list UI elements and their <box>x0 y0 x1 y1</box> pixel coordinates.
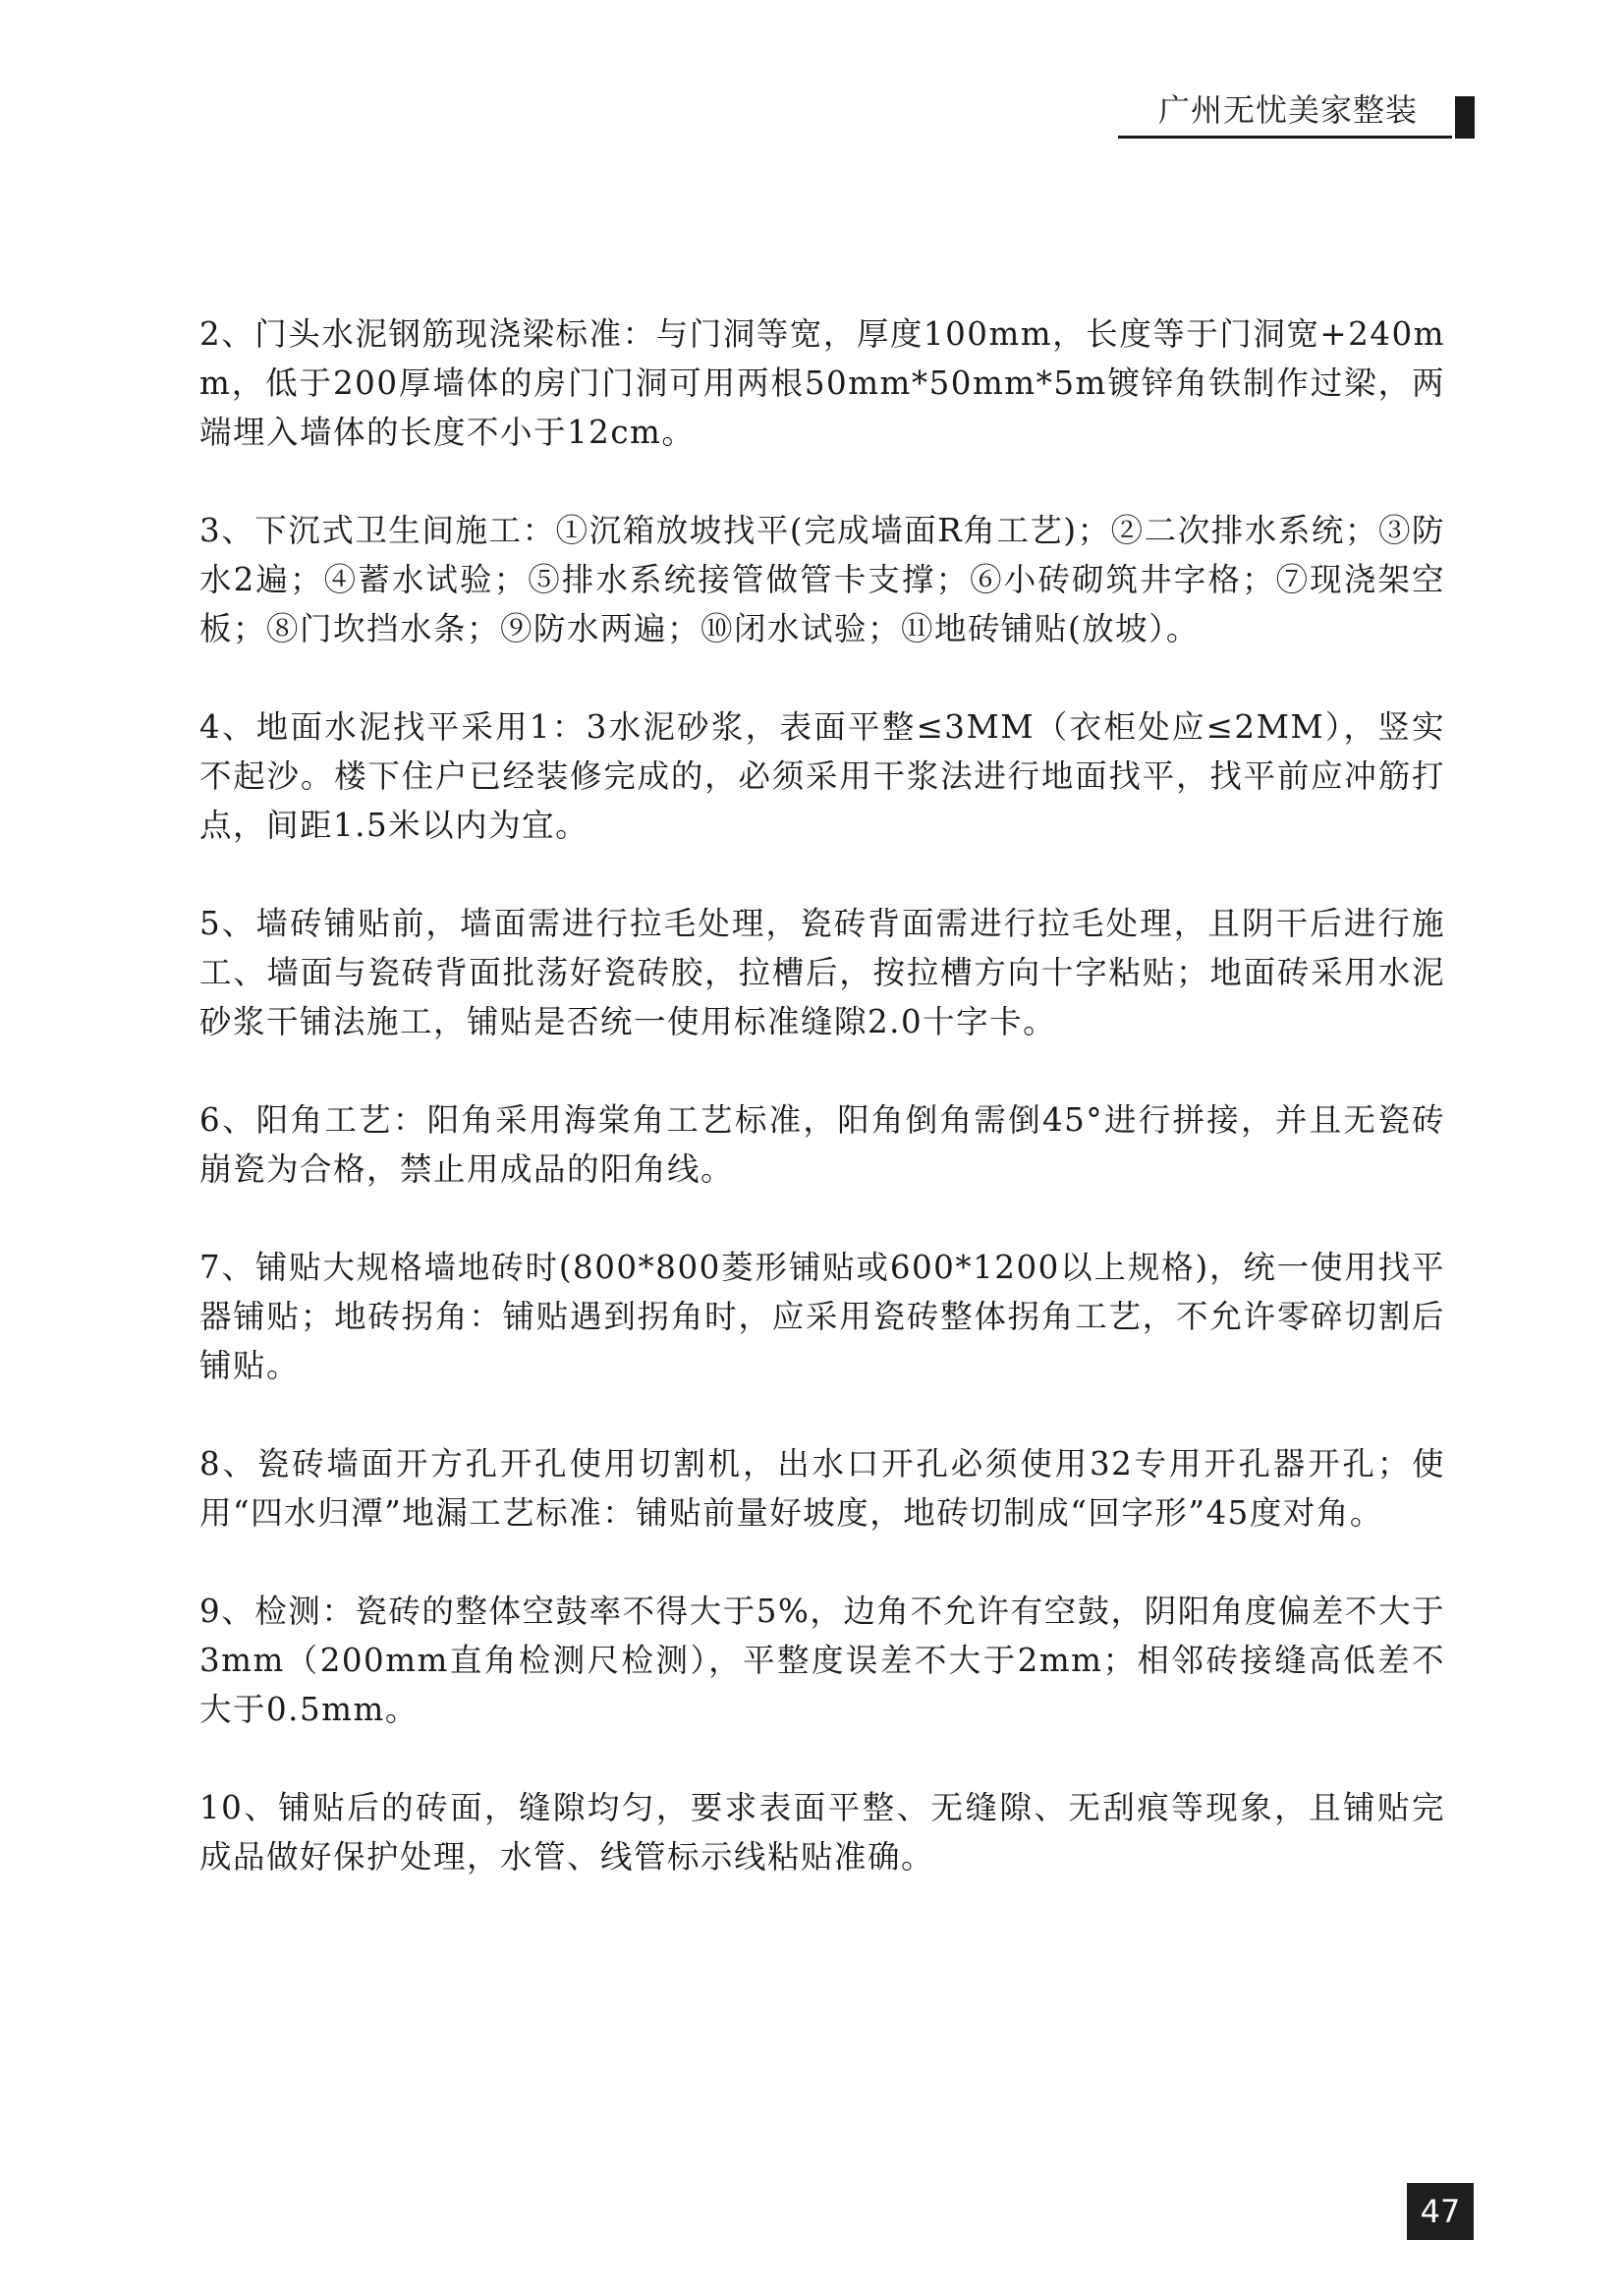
paragraph-6: 6、阳角工艺：阳角采用海棠角工艺标准，阳角倒角需倒45°进行拼接，并且无瓷砖崩瓷为合格，禁止用成品的阳角线。 <box>199 1101 1445 1188</box>
paragraph-4: 4、地面水泥找平采用1：3水泥砂浆，表面平整≤3MM（衣柜处应≤2MM），竖实不起沙。楼下住户已经装修完成的，必须采用干浆法进行地面找平，找平前应冲筋打点，间距1.5米以内为宜。 <box>199 708 1445 844</box>
header-block-marker <box>1455 96 1475 139</box>
paragraph-9: 9、检测：瓷砖的整体空鼓率不得大于5%，边角不允许有空鼓，阴阳角度偏差不大于3mm（200mm直角检测尺检测），平整度误差不大于2mm；相邻砖接缝高低差不大于0.5mm。 <box>199 1593 1445 1728</box>
paragraph-10: 10、铺贴后的砖面，缝隙均匀，要求表面平整、无缝隙、无刮痕等现象，且铺贴完成品做好保护处理，水管、线管标示线粘贴准确。 <box>199 1789 1445 1875</box>
header-title: 广州无忧美家整装 <box>1157 91 1418 129</box>
paragraph-8: 8、瓷砖墙面开方孔开孔使用切割机，出水口开孔必须使用32专用开孔器开孔；使用“四水归潭”地漏工艺标准：铺贴前量好坡度，地砖切制成“回字形”45度对角。 <box>199 1445 1445 1532</box>
paragraph-5: 5、墙砖铺贴前，墙面需进行拉毛处理，瓷砖背面需进行拉毛处理，且阴干后进行施工、墙面与瓷砖背面批荡好瓷砖胶，拉槽后，按拉槽方向十字粘贴；地面砖采用水泥砂浆干铺法施工，铺贴是否统一使用标准缝隙2.0十字卡。 <box>199 905 1445 1040</box>
page-header <box>1118 88 1475 138</box>
page-number: 47 <box>1407 2183 1474 2240</box>
paragraph-3: 3、下沉式卫生间施工：①沉箱放坡找平(完成墙面R角工艺)；②二次排水系统；③防水2遍；④蓄水试验；⑤排水系统接管做管卡支撑；⑥小砖砌筑井字格；⑦现浇架空板；⑧门坎挡水条；⑨防水两遍；⑩闭水试验；⑪地砖铺贴(放坡）。 <box>199 512 1445 647</box>
paragraph-7: 7、铺贴大规格墙地砖时(800*800菱形铺贴或600*1200以上规格)，统一使用找平器铺贴；地砖拐角：铺贴遇到拐角时，应采用瓷砖整体拐角工艺，不允许零碎切割后铺贴。 <box>199 1249 1445 1384</box>
main-content <box>199 309 1445 1931</box>
paragraph-2: 2、门头水泥钢筋现浇梁标准：与门洞等宽，厚度100mm，长度等于门洞宽+240mm，低于200厚墙体的房门门洞可用两根50mm*50mm*5m镀锌角铁制作过梁，两端埋入墙体的长度不小于12cm。 <box>199 315 1445 451</box>
header-rule <box>1118 136 1452 139</box>
